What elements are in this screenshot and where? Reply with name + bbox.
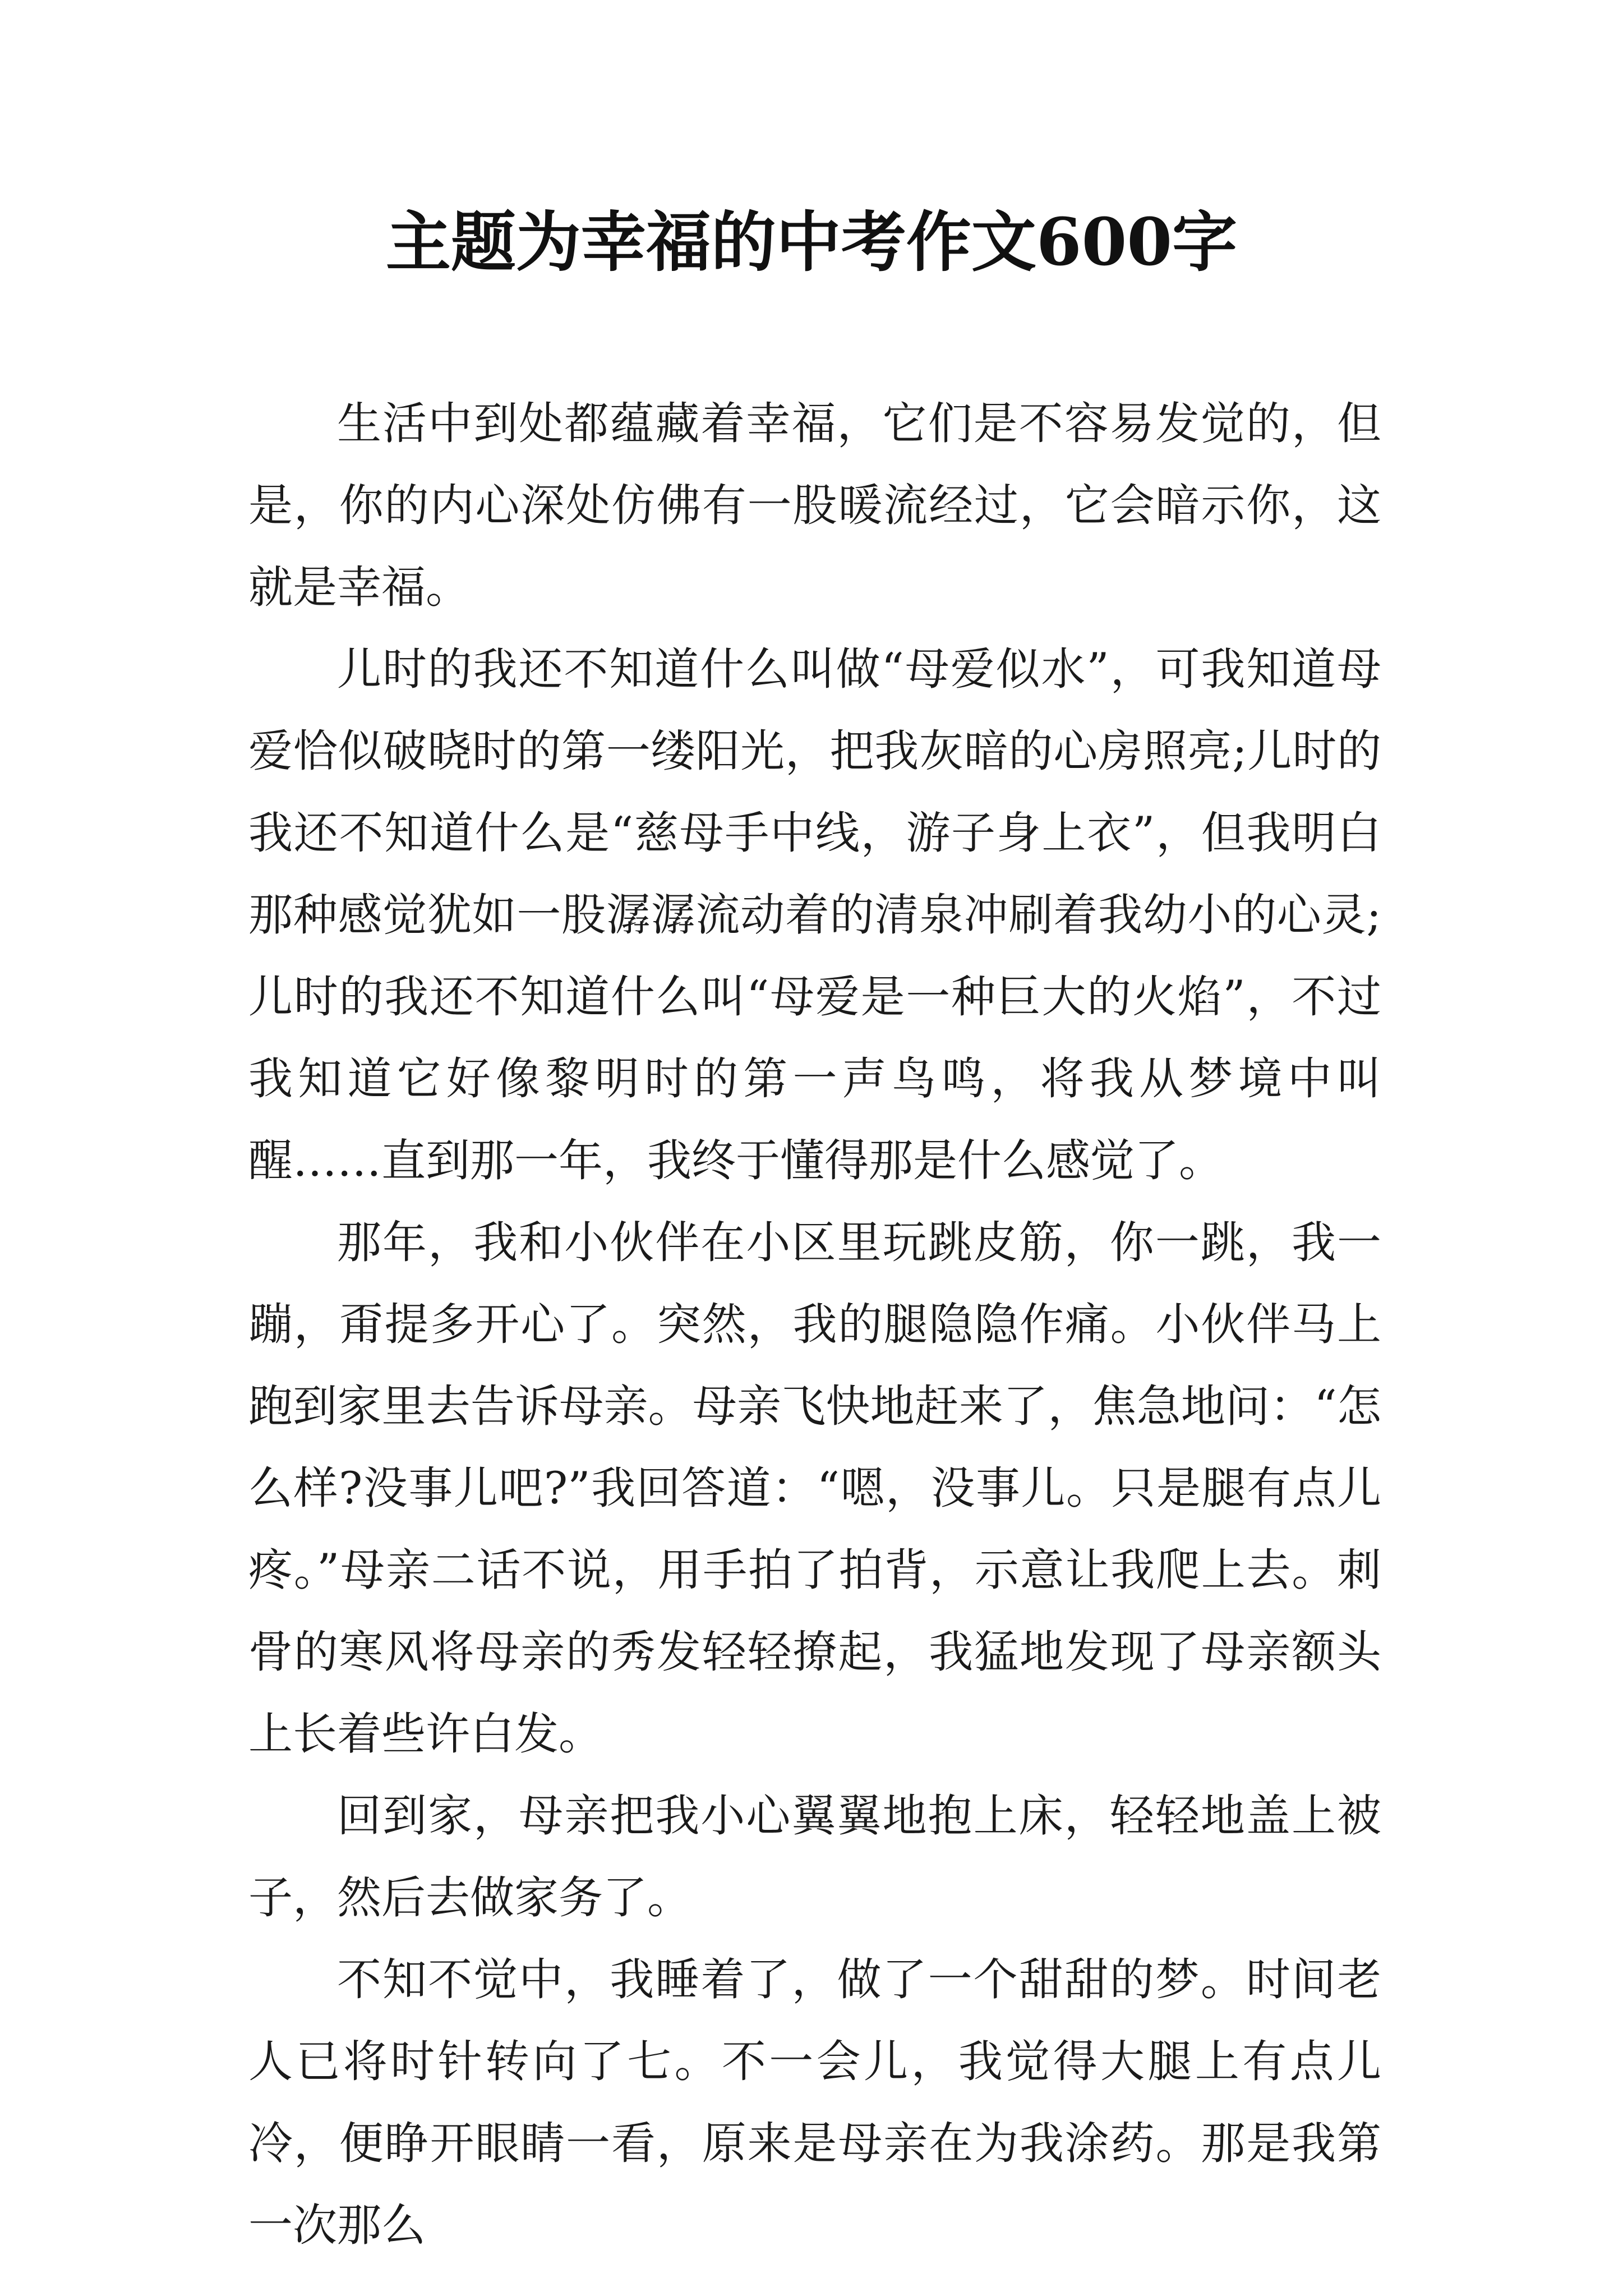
paragraph: 那年，我和小伙伴在小区里玩跳皮筋，你一跳，我一蹦，甭提多开心了。突然，我的腿隐隐作痛。小伙伴马上跑到家里去告诉母亲。母亲飞快地赶来了，焦急地问：“怎么样?没事儿吧?”我回答道：“嗯，没事儿。只是腿有点儿疼。”母亲二话不说，用手拍了拍背，示意让我爬上去。刺骨的寒风将母亲的秀发轻轻撩起，我猛地发现了母亲额头上长着些许白发。 bbox=[248, 1217, 1381, 1760]
paragraph: 回到家，母亲把我小心翼翼地抱上床，轻轻地盖上被子，然后去做家务了。 bbox=[248, 1790, 1381, 1924]
paragraph: 不知不觉中，我睡着了，做了一个甜甜的梦。时间老人已将时针转向了七。不一会儿，我觉得大腿上有点儿冷，便睁开眼睛一看，原来是母亲在为我涂药。那是我第一次那么 bbox=[248, 1954, 1381, 2251]
paragraph: 生活中到处都蕴藏着幸福，它们是不容易发觉的，但是，你的内心深处仿佛有一股暖流经过，它会暗示你，这就是幸福。 bbox=[248, 398, 1381, 613]
paragraph: 儿时的我还不知道什么叫做“母爱似水”，可我知道母爱恰似破晓时的第一缕阳光，把我灰暗的心房照亮;儿时的我还不知道什么是“慈母手中线，游子身上衣”，但我明白那种感觉犹如一股潺潺流动着的清泉冲刷着我幼小的心灵;儿时的我还不知道什么叫“母爱是一种巨大的火焰”，不过我知道它好像黎明时的第一声鸟鸣，将我从梦境中叫醒……直到那一年，我终于懂得那是什么感觉了。 bbox=[248, 643, 1381, 1186]
document-title: 主题为幸福的中考作文600字 bbox=[385, 204, 1238, 280]
document-body bbox=[248, 383, 1381, 2266]
